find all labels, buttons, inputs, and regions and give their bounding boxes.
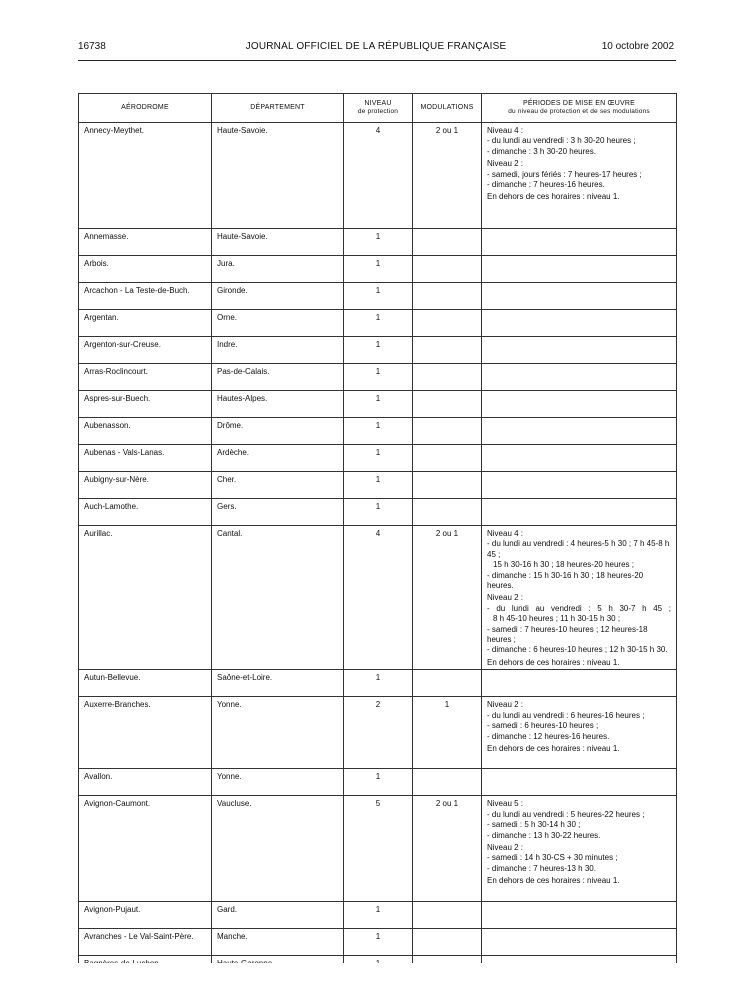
cell-modulations bbox=[413, 499, 482, 526]
cell-aerodrome: Avignon-Pujaut. bbox=[79, 902, 212, 929]
cell-niveau: 1 bbox=[344, 256, 413, 283]
cell-departement: Haute-Savoie. bbox=[212, 229, 344, 256]
table-row bbox=[79, 364, 677, 391]
cell-modulations bbox=[413, 283, 482, 310]
periodes-line: - dimanche : 6 heures-10 heures ; 12 h 30-15 h 30. bbox=[487, 645, 668, 655]
cell-periodes bbox=[482, 697, 677, 769]
table-row bbox=[79, 769, 677, 796]
cell-aerodrome: Avallon. bbox=[79, 769, 212, 796]
cell-periodes bbox=[482, 769, 677, 796]
cell-periodes bbox=[482, 445, 677, 472]
cell-periodes bbox=[482, 229, 677, 256]
cell-niveau: 1 bbox=[344, 445, 413, 472]
cell-departement: Orne. bbox=[212, 310, 344, 337]
periodes-line: En dehors de ces horaires : niveau 1. bbox=[487, 876, 620, 886]
table-row bbox=[79, 337, 677, 364]
periodes-line: Niveau 4 : bbox=[487, 126, 524, 135]
cell-aerodrome: Avranches - Le Val-Saint-Père. bbox=[79, 929, 212, 956]
cell-periodes bbox=[482, 418, 677, 445]
journal-title: JOURNAL OFFICIEL DE LA RÉPUBLIQUE FRANÇAISE bbox=[245, 41, 507, 52]
table-row bbox=[79, 472, 677, 499]
cell-aerodrome: Autun-Bellevue. bbox=[79, 670, 212, 697]
cell-departement: Ardèche. bbox=[212, 445, 344, 472]
cell-niveau: 1 bbox=[344, 769, 413, 796]
page-number: 16738 bbox=[78, 41, 106, 52]
cell-modulations bbox=[413, 769, 482, 796]
cell-periodes bbox=[482, 391, 677, 418]
table-row bbox=[79, 526, 677, 670]
table-header-row bbox=[79, 94, 677, 123]
cell-niveau: 1 bbox=[344, 283, 413, 310]
cell-aerodrome: Aubenas - Vals-Lanas. bbox=[79, 445, 212, 472]
cell-departement: Indre. bbox=[212, 337, 344, 364]
cell-niveau: 1 bbox=[344, 337, 413, 364]
periodes-line: - du lundi au vendredi : 5 heures-22 heures ; bbox=[487, 809, 645, 819]
cell-aerodrome: Aubigny-sur-Nère. bbox=[79, 472, 212, 499]
cell-departement: Yonne. bbox=[212, 769, 344, 796]
cell-periodes bbox=[482, 337, 677, 364]
cell-modulations bbox=[413, 364, 482, 391]
cell-niveau: 1 bbox=[344, 902, 413, 929]
cell-aerodrome: Auch-Lamothe. bbox=[79, 499, 212, 526]
cell-departement: Gers. bbox=[212, 499, 344, 526]
periodes-text bbox=[487, 700, 671, 754]
periodes-line: 8 h 45-10 heures ; 11 h 30-15 h 30 ; bbox=[493, 614, 621, 624]
cell-departement: Vaucluse. bbox=[212, 796, 344, 902]
cell-departement: Saône-et-Loire. bbox=[212, 670, 344, 697]
cell-departement: Cantal. bbox=[212, 526, 344, 670]
cell-periodes bbox=[482, 472, 677, 499]
aerodrome-table bbox=[78, 93, 677, 983]
table-row bbox=[79, 670, 677, 697]
cell-niveau: 1 bbox=[344, 472, 413, 499]
cell-aerodrome: Avignon-Caumont. bbox=[79, 796, 212, 902]
cell-periodes bbox=[482, 364, 677, 391]
cell-modulations bbox=[413, 472, 482, 499]
periodes-line: - samedi : 5 h 30-14 h 30 ; bbox=[487, 820, 581, 830]
cell-departement: Pas-de-Calais. bbox=[212, 364, 344, 391]
cell-periodes bbox=[482, 283, 677, 310]
cell-departement: Yonne. bbox=[212, 697, 344, 769]
cell-modulations bbox=[413, 229, 482, 256]
table-row bbox=[79, 796, 677, 902]
col-header-periodes-title: PÉRIODES DE MISE EN ŒUVRE bbox=[523, 100, 635, 107]
cell-departement: Haute-Savoie. bbox=[212, 123, 344, 229]
cell-modulations bbox=[413, 670, 482, 697]
periodes-line: - du lundi au vendredi : 6 heures-16 heures ; bbox=[487, 710, 645, 720]
table-row bbox=[79, 283, 677, 310]
cell-periodes bbox=[482, 670, 677, 697]
cell-modulations bbox=[413, 929, 482, 956]
cell-departement: Gironde. bbox=[212, 283, 344, 310]
cell-niveau: 4 bbox=[344, 123, 413, 229]
cell-modulations bbox=[413, 337, 482, 364]
cell-periodes bbox=[482, 929, 677, 956]
col-header-modulations: MODULATIONS bbox=[413, 94, 482, 123]
periodes-line: - samedi : 14 h 30-CS + 30 minutes ; bbox=[487, 853, 618, 863]
cell-niveau: 1 bbox=[344, 418, 413, 445]
table-row bbox=[79, 418, 677, 445]
cell-periodes bbox=[482, 499, 677, 526]
col-header-departement: DÉPARTEMENT bbox=[212, 94, 344, 123]
col-header-niveau-title: NIVEAU bbox=[364, 100, 392, 107]
cell-modulations: 2 ou 1 bbox=[413, 123, 482, 229]
publication-date: 10 octobre 2002 bbox=[601, 41, 674, 52]
cell-niveau: 2 bbox=[344, 697, 413, 769]
periodes-line: - du lundi au vendredi : 3 h 30-20 heures ; bbox=[487, 136, 636, 146]
table-row bbox=[79, 310, 677, 337]
cell-modulations bbox=[413, 418, 482, 445]
cell-aerodrome: Annemasse. bbox=[79, 229, 212, 256]
col-header-aerodrome: AÉRODROME bbox=[79, 94, 212, 123]
periodes-line: - dimanche : 3 h 30-20 heures. bbox=[487, 146, 596, 156]
cell-modulations bbox=[413, 391, 482, 418]
cell-aerodrome: Argenton-sur-Creuse. bbox=[79, 337, 212, 364]
cell-departement: Manche. bbox=[212, 929, 344, 956]
periodes-line: - du lundi au vendredi : 4 heures-5 h 30 ; 7 h 45-8 h 45 ; bbox=[487, 539, 670, 559]
periodes-line: Niveau 4 : bbox=[487, 529, 524, 538]
cell-periodes bbox=[482, 796, 677, 902]
cell-departement: Hautes-Alpes. bbox=[212, 391, 344, 418]
periodes-line: - dimanche : 12 heures-16 heures. bbox=[487, 731, 610, 741]
periodes-line: - du lundi au vendredi : 5 h 30-7 h 45 ; bbox=[487, 603, 671, 613]
periodes-line: Niveau 2 : bbox=[487, 700, 524, 710]
table-row bbox=[79, 123, 677, 229]
col-header-niveau bbox=[344, 94, 413, 123]
cell-niveau: 1 bbox=[344, 364, 413, 391]
periodes-line: Niveau 2 : bbox=[487, 593, 524, 603]
periodes-line: Niveau 2 : bbox=[487, 159, 524, 169]
periodes-line: - dimanche : 15 h 30-16 h 30 ; 18 heures-20 heures. bbox=[487, 570, 644, 591]
page-header bbox=[78, 41, 674, 55]
cell-periodes bbox=[482, 526, 677, 670]
cell-aerodrome: Aspres-sur-Buech. bbox=[79, 391, 212, 418]
table-row bbox=[79, 697, 677, 769]
cell-aerodrome: Aurillac. bbox=[79, 526, 212, 670]
cell-periodes bbox=[482, 902, 677, 929]
cell-aerodrome: Arras-Roclincourt. bbox=[79, 364, 212, 391]
table-row bbox=[79, 445, 677, 472]
cell-niveau: 5 bbox=[344, 796, 413, 902]
table-row bbox=[79, 499, 677, 526]
table-body bbox=[79, 123, 677, 983]
col-header-periodes bbox=[482, 94, 677, 123]
cell-niveau: 1 bbox=[344, 310, 413, 337]
cell-modulations bbox=[413, 256, 482, 283]
cell-modulations bbox=[413, 902, 482, 929]
cell-niveau: 1 bbox=[344, 929, 413, 956]
table-row bbox=[79, 391, 677, 418]
cell-aerodrome: Argentan. bbox=[79, 310, 212, 337]
cell-aerodrome: Auxerre-Branches. bbox=[79, 697, 212, 769]
cell-aerodrome: Annecy-Meythet. bbox=[79, 123, 212, 229]
cell-aerodrome: Arbois. bbox=[79, 256, 212, 283]
table-row bbox=[79, 229, 677, 256]
periodes-line: - samedi, jours fériés : 7 heures-17 heures ; bbox=[487, 169, 642, 179]
periodes-line: 15 h 30-16 h 30 ; 18 heures-20 heures ; bbox=[493, 560, 634, 570]
cell-modulations: 1 bbox=[413, 697, 482, 769]
periodes-line: - dimanche : 7 heures-13 h 30. bbox=[487, 863, 596, 873]
periodes-line: - samedi : 6 heures-10 heures ; bbox=[487, 721, 599, 731]
cell-departement: Jura. bbox=[212, 256, 344, 283]
cell-niveau: 1 bbox=[344, 670, 413, 697]
periodes-text bbox=[487, 529, 671, 668]
periodes-line: Niveau 2 : bbox=[487, 842, 524, 852]
cell-aerodrome: Aubenasson. bbox=[79, 418, 212, 445]
periodes-line: - samedi : 7 heures-10 heures ; 12 heures-18 heures ; bbox=[487, 624, 648, 645]
periodes-text bbox=[487, 799, 671, 886]
periodes-line: - dimanche : 7 heures-16 heures. bbox=[487, 180, 605, 190]
col-header-periodes-sub: du niveau de protection et de ses modulations bbox=[508, 108, 650, 115]
cell-modulations bbox=[413, 445, 482, 472]
cell-periodes bbox=[482, 256, 677, 283]
periodes-line: En dehors de ces horaires : niveau 1. bbox=[487, 657, 620, 667]
periodes-text bbox=[487, 126, 671, 203]
periodes-line: - dimanche : 13 h 30-22 heures. bbox=[487, 830, 601, 840]
header-rule bbox=[78, 60, 676, 61]
periodes-line: En dehors de ces horaires : niveau 1. bbox=[487, 192, 620, 202]
cell-niveau: 1 bbox=[344, 391, 413, 418]
cell-periodes bbox=[482, 310, 677, 337]
table-row bbox=[79, 929, 677, 956]
col-header-niveau-sub: de protection bbox=[357, 108, 399, 115]
cell-departement: Drôme. bbox=[212, 418, 344, 445]
cell-departement: Gard. bbox=[212, 902, 344, 929]
cell-modulations: 2 ou 1 bbox=[413, 526, 482, 670]
periodes-line: Niveau 5 : bbox=[487, 799, 524, 809]
cell-niveau: 1 bbox=[344, 499, 413, 526]
periodes-line: En dehors de ces horaires : niveau 1. bbox=[487, 743, 620, 753]
table-row bbox=[79, 256, 677, 283]
page-bottom-margin bbox=[0, 963, 748, 990]
cell-modulations: 2 ou 1 bbox=[413, 796, 482, 902]
cell-departement: Cher. bbox=[212, 472, 344, 499]
cell-niveau: 1 bbox=[344, 229, 413, 256]
table-row bbox=[79, 902, 677, 929]
cell-aerodrome: Arcachon - La Teste-de-Buch. bbox=[79, 283, 212, 310]
cell-niveau: 4 bbox=[344, 526, 413, 670]
cell-periodes bbox=[482, 123, 677, 229]
cell-modulations bbox=[413, 310, 482, 337]
